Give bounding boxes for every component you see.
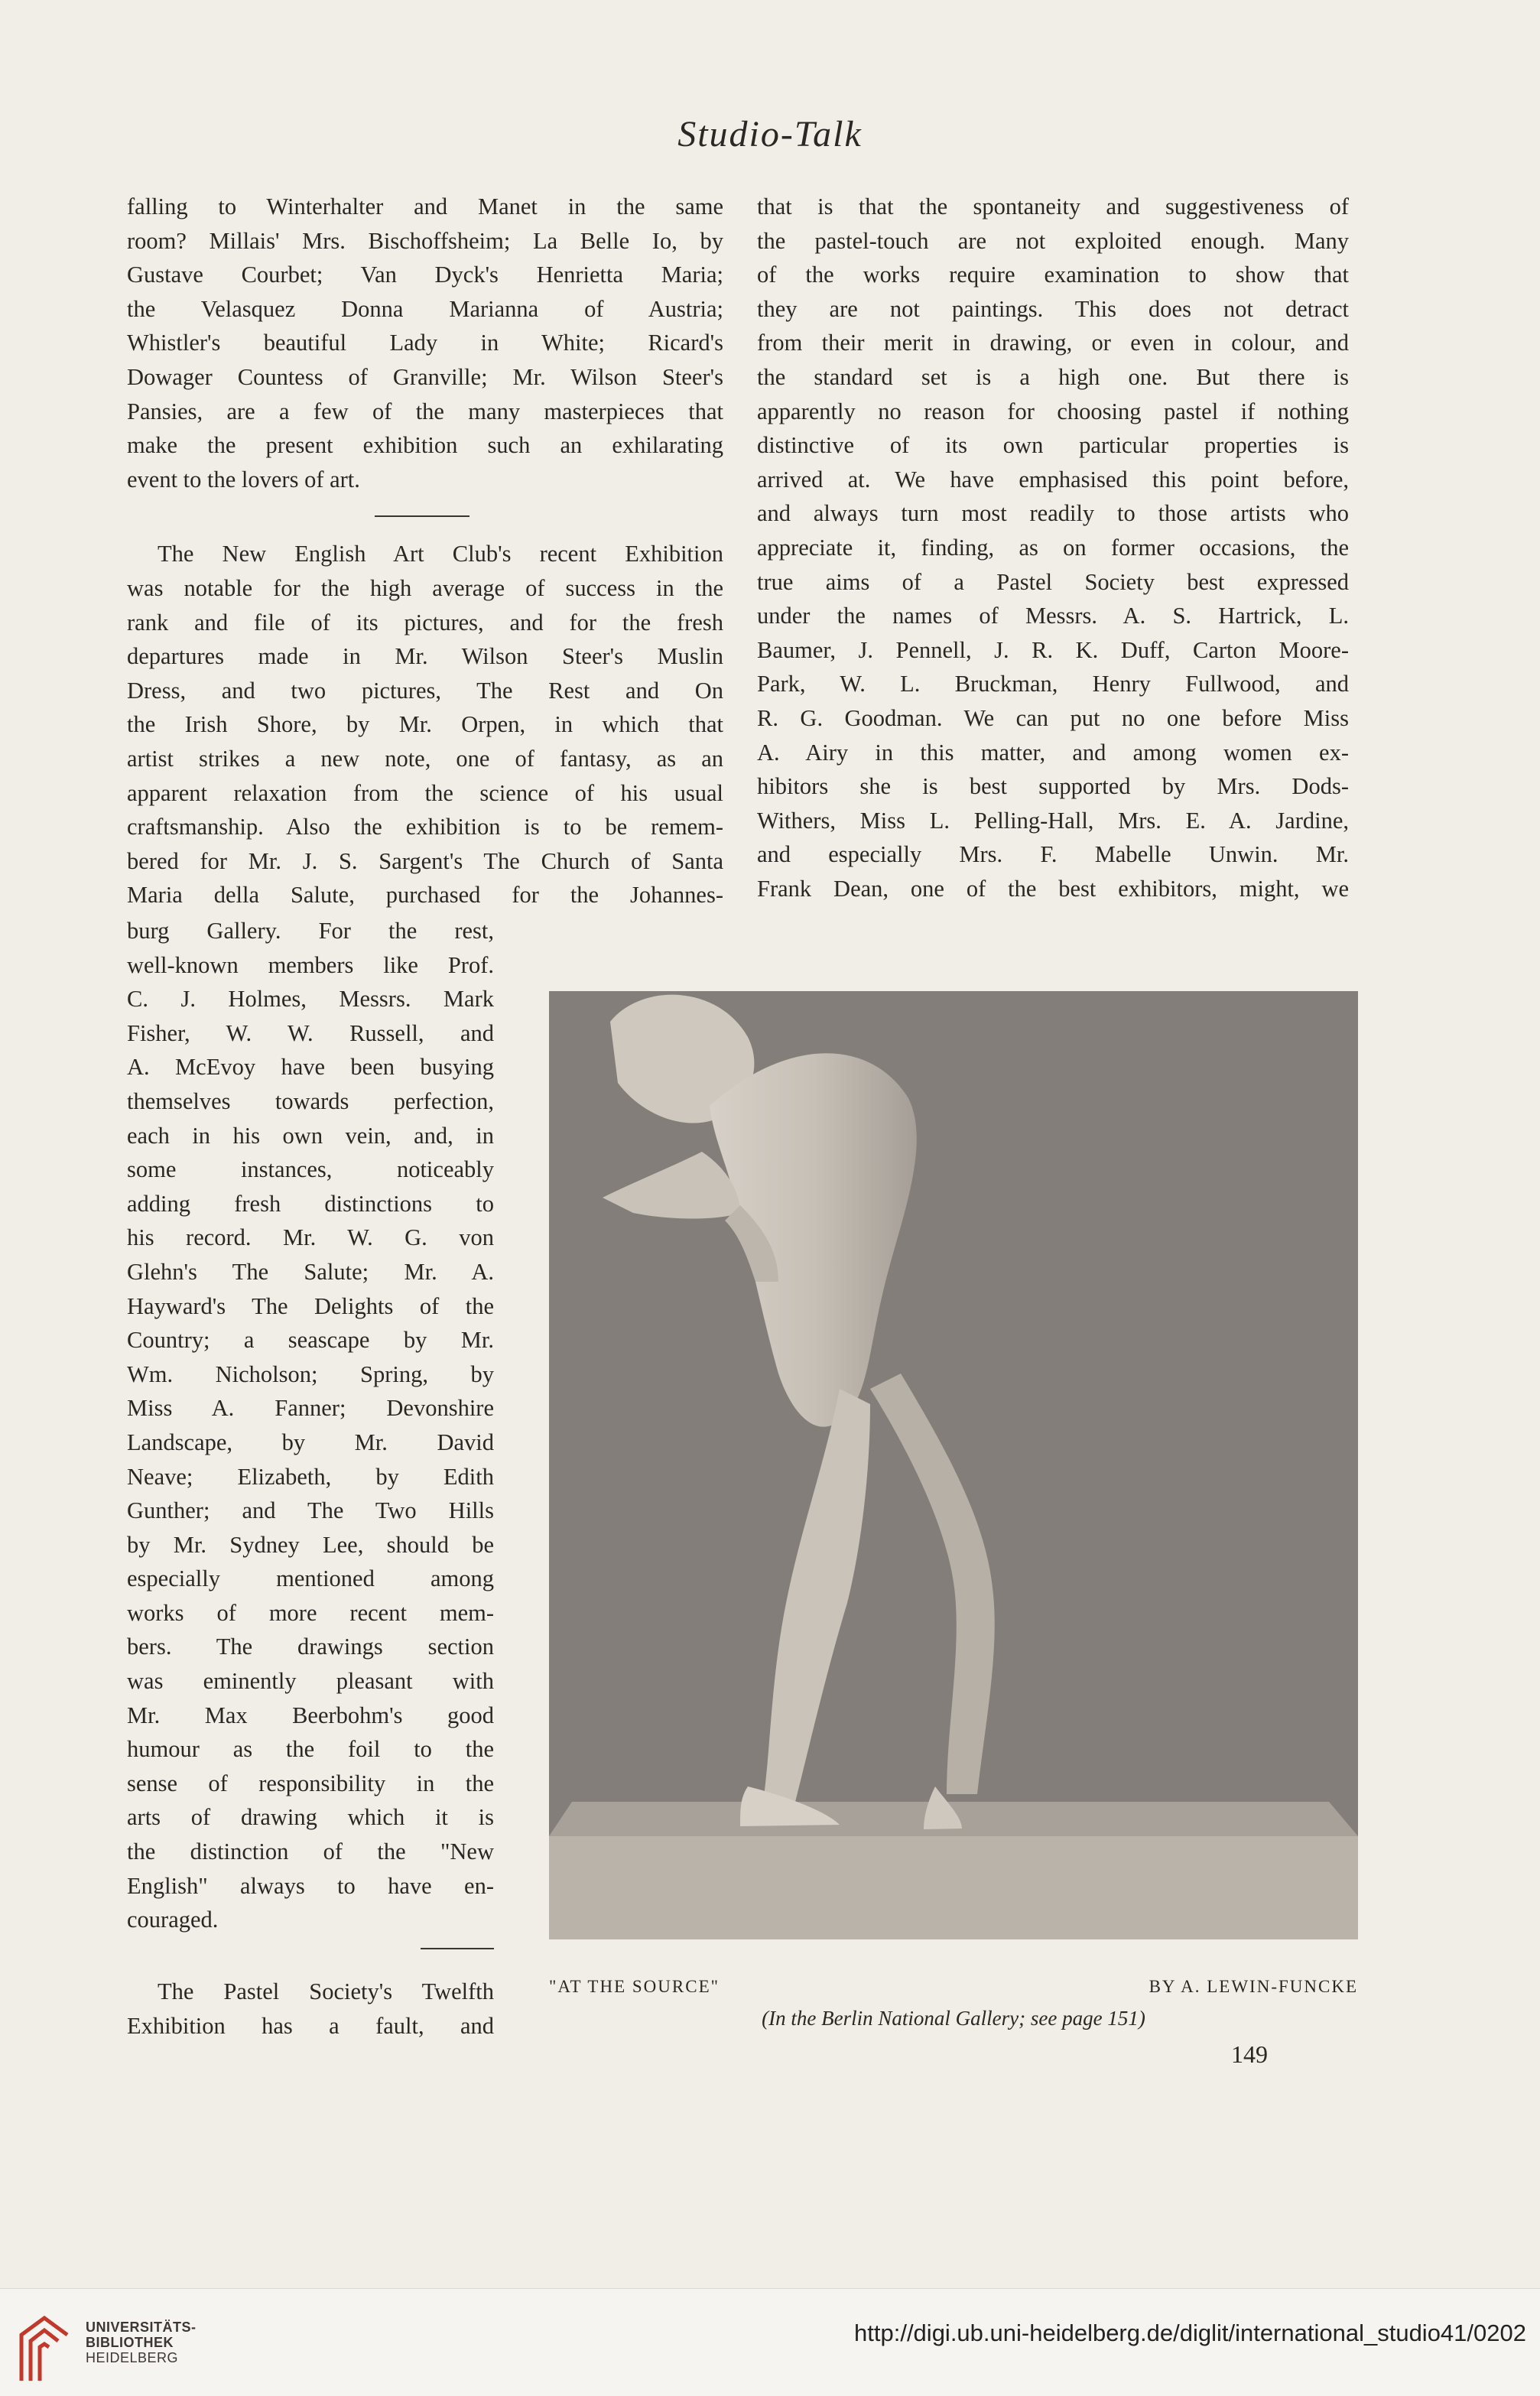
text-line: distinctive of its own particular properties is xyxy=(757,432,1349,459)
text-line: the distinction of the "New xyxy=(127,1838,494,1865)
text-line: Gustave Courbet; Van Dyck's Henrietta Maria; xyxy=(127,262,723,288)
text-line: bered for Mr. J. S. Sargent's The Church of Santa xyxy=(127,847,723,874)
text-line: adding fresh distinctions to xyxy=(127,1190,494,1217)
text-line: Miss A. Fanner; Devonshire xyxy=(127,1395,494,1422)
text-line: burg Gallery. For the rest, xyxy=(127,918,494,944)
text-line: Dowager Countess of Granville; Mr. Wilson Steer's xyxy=(127,363,723,390)
section-divider xyxy=(375,515,469,517)
text-line: Glehn's The Salute; Mr. A. xyxy=(127,1258,494,1285)
text-line: each in his own vein, and, in xyxy=(127,1122,494,1149)
text-line: Gunther; and The Two Hills xyxy=(127,1497,494,1524)
text-line: Withers, Miss L. Pelling-Hall, Mrs. E. A. Jardine, xyxy=(757,807,1349,834)
text-line: Frank Dean, one of the best exhibitors, might, we xyxy=(757,875,1349,902)
section-divider xyxy=(421,1948,494,1949)
text-line: English" always to have en- xyxy=(127,1872,494,1899)
text-line: Mr. Max Beerbohm's good xyxy=(127,1702,494,1728)
left-column-narrow xyxy=(127,914,494,1937)
right-column xyxy=(757,190,1349,905)
caption-artist: BY A. LEWIN-FUNCKE xyxy=(1149,1977,1358,1996)
text-line: sense of responsibility in the xyxy=(127,1770,494,1796)
text-line: themselves towards perfection, xyxy=(127,1087,494,1114)
text-line: hibitors she is best supported by Mrs. Dods- xyxy=(757,773,1349,800)
library-name-line: UNIVERSITÄTS- xyxy=(86,2320,197,2335)
left-column-top xyxy=(127,190,723,912)
text-line: departures made in Mr. Wilson Steer's Muslin xyxy=(127,643,723,670)
statue-figure-illustration xyxy=(549,991,1358,1939)
text-line: room? Millais' Mrs. Bischoffsheim; La Belle Io, by xyxy=(127,227,723,254)
text-line: C. J. Holmes, Messrs. Mark xyxy=(127,986,494,1013)
library-name-line: BIBLIOTHEK xyxy=(86,2335,174,2350)
text-line: works of more recent mem- xyxy=(127,1599,494,1626)
sculpture-photograph xyxy=(549,991,1358,1939)
text-line: true aims of a Pastel Society best expressed xyxy=(757,568,1349,595)
text-line: artist strikes a new note, one of fantasy, as an xyxy=(127,745,723,772)
source-url-link[interactable]: http://digi.ub.uni-heidelberg.de/diglit/international_studio41/0202 xyxy=(854,2320,1526,2346)
text-line: bers. The drawings section xyxy=(127,1634,494,1660)
text-line: Baumer, J. Pennell, J. R. K. Duff, Carton Moore- xyxy=(757,636,1349,663)
library-name-line: HEIDELBERG xyxy=(86,2350,179,2365)
library-logo-icon xyxy=(14,2312,75,2385)
text-line: make the present exhibition such an exhilarating xyxy=(127,432,723,459)
text-line: Whistler's beautiful Lady in White; Ricard's xyxy=(127,330,723,356)
text-line: rank and file of its pictures, and for the fresh xyxy=(127,609,723,636)
text-line: humour as the foil to the xyxy=(127,1736,494,1763)
text-line: the Velasquez Donna Marianna of Austria; xyxy=(127,295,723,322)
text-line: Park, W. L. Bruckman, Henry Fullwood, and xyxy=(757,671,1349,697)
text-line: The New English Art Club's recent Exhibition xyxy=(158,541,723,567)
text-line: Maria della Salute, purchased for the Johannes- xyxy=(127,882,723,909)
text-line: they are not paintings. This does not detract xyxy=(757,295,1349,322)
text-line: arrived at. We have emphasised this point before, xyxy=(757,466,1349,493)
text-line: by Mr. Sydney Lee, should be xyxy=(127,1531,494,1558)
text-line: Exhibition has a fault, and xyxy=(127,2012,494,2039)
text-line: the Irish Shore, by Mr. Orpen, in which that xyxy=(127,711,723,738)
text-line: arts of drawing which it is xyxy=(127,1804,494,1831)
text-line: Pansies, are a few of the many masterpieces that xyxy=(127,398,723,424)
text-line: A. McEvoy have been busying xyxy=(127,1054,494,1081)
text-line: was notable for the high average of success in the xyxy=(127,574,723,601)
footer-bar xyxy=(0,2288,1540,2396)
text-line: was eminently pleasant with xyxy=(127,1668,494,1695)
text-line: some instances, noticeably xyxy=(127,1156,494,1183)
text-line: from their merit in drawing, or even in colour, and xyxy=(757,330,1349,356)
text-line: Neave; Elizabeth, by Edith xyxy=(127,1463,494,1490)
text-line: and always turn most readily to those artists who xyxy=(757,500,1349,527)
text-line: appreciate it, finding, as on former occasions, the xyxy=(757,534,1349,561)
caption-title: "AT THE SOURCE" xyxy=(549,1977,720,1996)
text-line: event to the lovers of art. xyxy=(127,466,360,493)
text-line: The Pastel Society's Twelfth xyxy=(158,1978,494,2004)
page-number: 149 xyxy=(1231,2040,1268,2068)
text-line: and especially Mrs. F. Mabelle Unwin. Mr. xyxy=(757,841,1349,868)
text-line: Fisher, W. W. Russell, and xyxy=(127,1019,494,1046)
text-line: under the names of Messrs. A. S. Hartrick, L. xyxy=(757,603,1349,629)
text-line: apparently no reason for choosing pastel if nothing xyxy=(757,398,1349,424)
text-line: craftsmanship. Also the exhibition is to be remem- xyxy=(127,814,723,840)
text-line: Dress, and two pictures, The Rest and On xyxy=(127,677,723,704)
text-line: that is that the spontaneity and suggestiveness of xyxy=(757,193,1349,219)
text-line: the standard set is a high one. But there is xyxy=(757,363,1349,390)
library-name xyxy=(86,2320,197,2365)
text-line: the pastel-touch are not exploited enough. Many xyxy=(757,227,1349,254)
running-head: Studio-Talk xyxy=(677,114,863,154)
text-line: A. Airy in this matter, and among women ex- xyxy=(757,739,1349,766)
text-line: R. G. Goodman. We can put no one before Miss xyxy=(757,704,1349,731)
text-line: Country; a seascape by Mr. xyxy=(127,1327,494,1354)
text-line: well-known members like Prof. xyxy=(127,951,494,978)
text-line: couraged. xyxy=(127,1907,219,1933)
left-column-bottom xyxy=(127,1975,494,2043)
text-line: Hayward's The Delights of the xyxy=(127,1292,494,1319)
text-line: falling to Winterhalter and Manet in the same xyxy=(127,193,723,219)
text-line: Landscape, by Mr. David xyxy=(127,1429,494,1455)
text-line: apparent relaxation from the science of his usual xyxy=(127,779,723,806)
text-line: especially mentioned among xyxy=(127,1565,494,1592)
text-line: of the works require examination to show that xyxy=(757,262,1349,288)
caption-credit: (In the Berlin National Gallery; see page 151) xyxy=(762,2007,1145,2030)
text-line: his record. Mr. W. G. von xyxy=(127,1224,494,1251)
text-line: Wm. Nicholson; Spring, by xyxy=(127,1361,494,1387)
